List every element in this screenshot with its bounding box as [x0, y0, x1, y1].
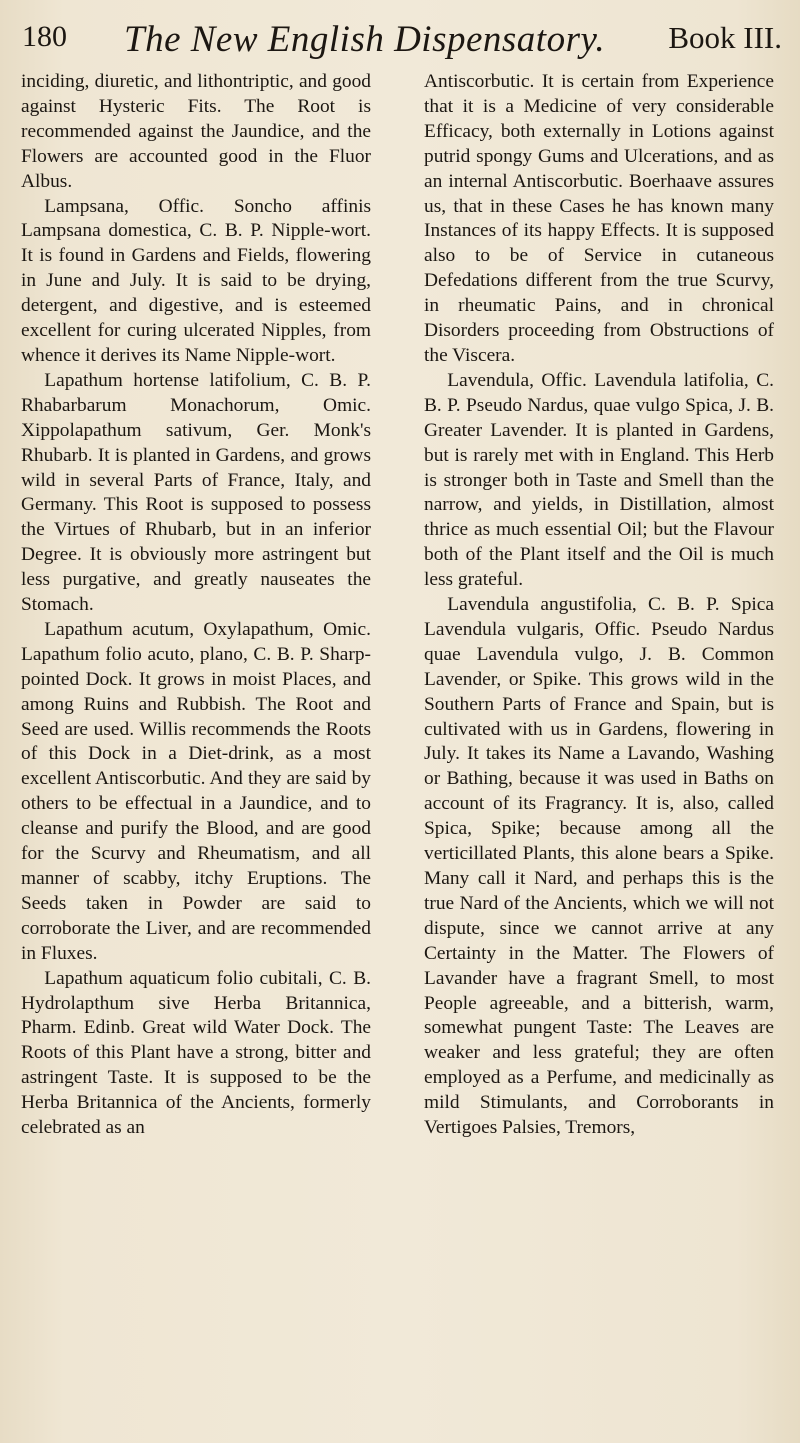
- paragraph: Lapathum hortense latifolium, C. B. P. Rhabarbarum Monachorum, Omic. Xippolapathum sativum, Ger. Monk's Rhubarb. It is planted in Gardens, and grows wild in several Parts of France, Italy, and Germany. This Root is supposed to possess the Virtues of Rhubarb, but in an inferior Degree. It is obviously more astringent but less purgative, and greatly nauseates the Stomach.: [21, 369, 371, 616]
- book-label: Book III.: [668, 20, 782, 55]
- paragraph: inciding, diuretic, and lithontriptic, and good against Hysteric Fits. The Root is recommended against the Jaundice, and the Flowers are accounted good in the Fluor Albus.: [21, 71, 371, 192]
- paragraph: Lapathum acutum, Oxylapathum, Omic. Lapathum folio acuto, plano, C. B. P. Sharp-pointed Dock. It grows in moist Places, and among Ruins and Rubbish. The Root and Seed are used. Willis recommends the Roots of this Dock in a Diet-drink, as a most excellent Antiscorbutic. And they are said by others to be effectual in a Jaundice, and to cleanse and purify the Blood, and are good for the Scurvy and Rheumatism, and all manner of scabby, itchy Eruptions. The Seeds taken in Powder are said to corroborate the Liver, and are recommended in Fluxes.: [21, 618, 371, 964]
- paragraph: Lavendula angustifolia, C. B. P. Spica Lavendula vulgaris, Offic. Pseudo Nardus quae Lavendula vulgo, J. B. Common Lavender, or Spike. This grows wild in the Southern Parts of France and Spain, but is cultivated with us in Gardens, flowering in July. It takes its Name a Lavando, Washing or Bathing, because it was used in Baths on account of its Fragrancy. It is, also, called Spica, Spike; because among all the verticillated Plants, this alone bears a Spike. Many call it Nard, and perhaps this is the true Nard of the Ancients, which we will not dispute, since we cannot arrive at any Certainty in the Matter. The Flowers of Lavander have a fragrant Smell, to most People agreeable, and a bitterish, warm, somewhat pungent Taste: The Leaves are weaker and less grateful; they are often employed as a Perfume, and medicinally as mild Stimulants, and Corroborants in Vertigoes Palsies, Tremors,: [424, 594, 774, 1139]
- paragraph: Lapathum aquaticum folio cubitali, C. B. Hydrolapthum sive Herba Britannica, Pharm. Edinb. Great wild Water Dock. The Roots of this Plant have a strong, bitter and astringent Taste. It is supposed to be the Herba Britannica of the Ancients, formerly celebrated as an: [21, 967, 371, 1139]
- paragraph: Lampsana, Offic. Soncho affinis Lampsana domestica, C. B. P. Nipple-wort. It is found in Gardens and Fields, flowering in June and July. It is said to be drying, detergent, and digestive, and is esteemed excellent for curing ulcerated Nipples, from whence it derives its Name Nipple-wort.: [21, 195, 371, 366]
- page-number: 180: [22, 20, 67, 53]
- paragraph: Lavendula, Offic. Lavendula latifolia, C. B. P. Pseudo Nardus, quae vulgo Spica, J. B. Greater Lavender. It is planted in Gardens, but is rarely met with in England. This Herb is stronger both in Taste and Smell than the narrow, and yields, in Distillation, almost thrice as much essential Oil; but the Flavour both of the Plant itself and the Oil is much less grateful.: [424, 369, 774, 591]
- right-column: [424, 70, 774, 1420]
- left-column: [21, 70, 371, 1420]
- page-header: [22, 14, 782, 76]
- running-title: The New English Dispensatory.: [124, 19, 606, 60]
- paragraph: Antiscorbutic. It is certain from Experience that it is a Medicine of very considerable Efficacy, both externally in Lotions against putrid spongy Gums and Ulcerations, and as an internal Antiscorbutic. Boerhaave assures us, that in these Cases he has known many Instances of its happy Effects. It is supposed also to be of Service in cutaneous Defedations different from the true Scurvy, in rheumatic Pains, and in chronical Disorders proceeding from Obstructions of the Viscera.: [424, 71, 774, 366]
